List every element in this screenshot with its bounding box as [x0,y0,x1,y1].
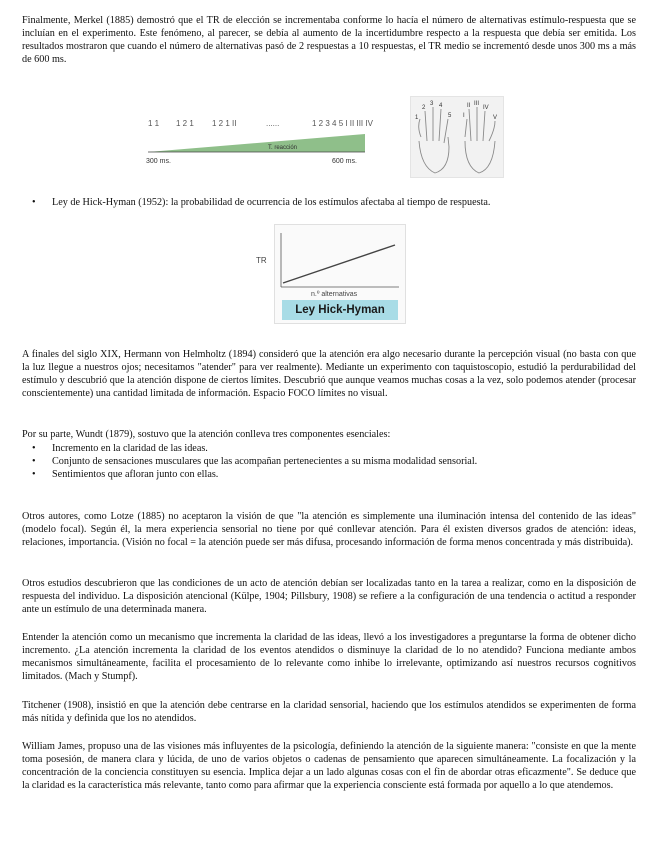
timeline-group-3: 1 2 1 II [212,119,237,128]
hand-right-number-2: II [467,103,471,109]
reaction-time-figure [140,110,375,168]
hick-hyman-figure [274,224,406,324]
hand-right-number-1: I [463,113,465,119]
wundt-component-2: • Conjunto de sensaciones musculares que las acompañan pertenecientes a su misma modalidad sensorial. [22,455,636,468]
timeline-group-5: 1 2 3 4 5 I II III IV V [312,119,375,128]
hand-left-number-4: 4 [439,103,443,109]
timeline-start-label: 300 ms. [146,158,171,165]
hand-right-number-3: III [474,101,480,107]
hick-hyman-banner: Ley Hick-Hyman [282,300,398,320]
paragraph-wundt [22,428,636,481]
hick-hyman-bullet [22,196,636,209]
hick-trend-line [283,245,395,283]
paragraph-james-text: William James, propuso una de las visiones más influyentes de la psicología, definiendo la atención de la siguiente manera: "consiste en que la mente toma posesión, de manera clara y lúcida, de uno de varios objetos o cadenas de pensamiento que aparecen simultáneamente. La focalización y la concentración de la conciencia constituyen su esencia. Implica dejar a un lado algunas cosas con el fin de abordar otras eficazmente". Se deduce que la claridad es la característica más relevante, tanto como para afirmar que la experiencia consciente está formada por aquello a lo que atendemos. [22,741,636,791]
hick-x-label: n.º alternativas [311,291,358,298]
paragraph-helmholtz [22,348,636,400]
paragraph-titchener-text: Titchener (1908), insistió en que la atención debe centrarse en la claridad sensorial, haciendo que los estímulos atendidos se experimenten de forma más nítida y definida que los no atendidos. [22,700,636,724]
hand-left-number-1: 1 [415,115,419,121]
paragraph-claridad [22,631,636,683]
paragraph-james [22,740,636,792]
paragraph-titchener [22,699,636,725]
paragraph-disposicion [22,577,636,616]
timeline-bar-label: T. reacción [268,145,298,151]
paragraph-helmholtz-text: A finales del siglo XIX, Hermann von Helmholtz (1894) consideró que la atención era algo necesario durante la percepción visual (no basta con que la luz llegue a nuestros ojos; necesitamos "atender" para ver realmente). Mediante un experimento con taquistoscopio, estudió la perdurabilidad del estímulo y descubrió que la atención dispone de ciertos límites. Descubrió que aunque veamos muchas cosas a la vez, solo podemos atender (procesar conscientemente) una cantidad limitada de información. Espacio FOCO límites no visual. [22,349,636,399]
timeline-end-label: 600 ms. [332,158,357,165]
timeline-group-1: 1 1 [148,119,160,128]
hand-left-number-2: 2 [422,105,426,111]
hands-icon [411,97,503,177]
paragraph-claridad-text: Entender la atención como un mecanismo que incrementa la claridad de las ideas, llevó a los investigadores a preguntarse la forma de obtener dicho incremento. ¿La atención incrementa la claridad de los eventos atendidos o disminuye la claridad de lo no atendido? Funciona mediante ambos mecanismos simultáneamente, facilita el procesamiento de lo relevante como inhibe lo irrelevante, optimizando así nuestros recursos cognitivos limitados. (Mach y Stumpf). [22,632,636,682]
hand-left-number-5: 5 [448,113,452,119]
hands-illustration [410,96,504,178]
reaction-time-wedge [148,134,365,152]
paragraph-disposicion-text: Otros estudios descubrieron que las condiciones de un acto de atención debían ser localizadas tanto en la tarea a realizar, como en la disposición de respuesta del individuo. La disposición atencional (Külpe, 1904; Pillsbury, 1908) se refiere a la configuración de una tendencia o actitud a responder ante un estímulo de una determinada manera. [22,578,636,615]
hand-left-number-3: 3 [430,101,434,107]
paragraph-lotze [22,510,636,549]
timeline-group-2: 1 2 1 [176,119,194,128]
hick-tr-axis-label: TR [256,256,267,265]
paragraph-merkel [22,14,636,66]
paragraph-merkel-text: Finalmente, Merkel (1885) demostró que el TR de elección se incrementaba conforme lo hacía el número de alternativas estímulo-respuesta que se incluían en el experimento. Este fenómeno, al parecer, se debía al aumento de la incertidumbre respecto a la respuesta que debía ser emitida. Los resultados mostraron que cuando el número de alternativas pasó de 2 respuestas a 10 respuestas, el TR medio se incrementó desde unos 300 ms a más de 600 ms. [22,15,636,65]
wundt-component-1: • Incremento en la claridad de las ideas. [22,442,636,455]
hand-right-number-5: V [493,115,498,121]
timeline-group-4: ...... [266,119,280,128]
hick-hyman-bullet-text: • Ley de Hick-Hyman (1952): la probabilidad de ocurrencia de los estímulos afectaba al tiempo de respuesta. [22,196,636,209]
wundt-component-3: • Sentimientos que afloran junto con ellas. [22,468,636,481]
paragraph-lotze-text: Otros autores, como Lotze (1885) no aceptaron la visión de que "la atención es simplemente una iluminación intensa del contenido de las ideas" (modelo focal). Según él, la mera experiencia sensorial no tiene por qué conllevar atención. Para él existen diversos grados de atención: ideas, relaciones, importancia. (Visión no focal = la atención puede ser más difusa, procesando información de forma menos concentrada y más distribuida). [22,511,636,548]
paragraph-wundt-intro: Por su parte, Wundt (1879), sostuvo que la atención conlleva tres componentes esenciales: [22,429,391,440]
hand-right-number-4: IV [483,105,489,111]
wundt-component-list [22,442,636,481]
